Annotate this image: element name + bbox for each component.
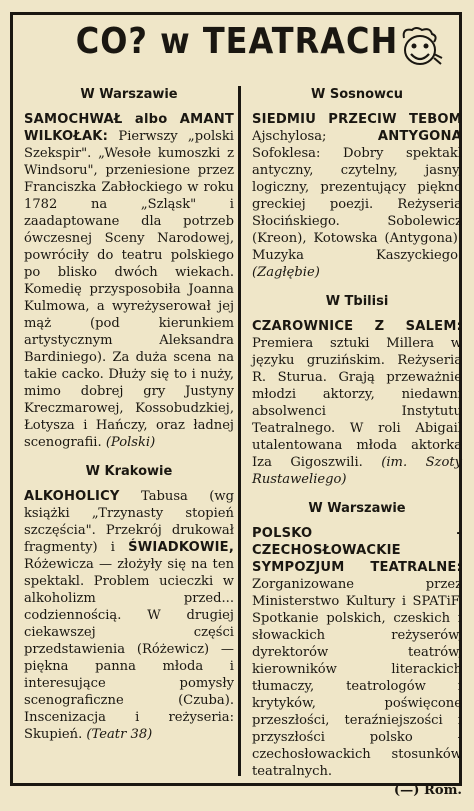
review-text: Różewicza — złożyły się na ten spektakl. Problem ucieczki w alkoholizm przed... codziennością. W drugiej ciekawszej części przedstawienia (Różewicz) — piękna panna młoda i interesujące pomysły scenograficzne (Czuba). Inscenizacja i reżyseria: Skupień. — [24, 557, 234, 742]
theater-name: (Teatr 38) — [86, 727, 153, 742]
section-warszawa-sympozjum — [252, 500, 462, 799]
review-entry — [24, 488, 234, 743]
review-text: Pierwszy „polski Szekspir". „Wesołe kumoszki z Windsoru", przeniesione przez Franciszka Zabłockiego w roku 1782 na „Szląsk" i zaadaptowane dla potrzeb ówczesnej Sceny Narodowej, powróciły do teatru polskiego po blisko dwóch wiekach. Komedię przysposobiła Joanna Kulmowa, a wyreżyserował jej mąż (pod kierunkiem artystycznym Aleksandra Bardiniego). Za duża scena na takie cacko. Dłuży się to i nuży, mimo dobrej gry Justyny Kreczmarowej, Kossobudzkiej, Łotysza i Hańczy, oraz ładnej scenografii. — [24, 129, 234, 450]
city-heading: W Tbilisi — [325, 294, 389, 309]
column-divider — [238, 86, 241, 776]
city-heading: W Krakowie — [85, 464, 173, 479]
city-heading: W Warszawie — [80, 87, 178, 102]
event-title: POLSKO - CZECHOSŁOWACKIE SYMPOZJUM TEATRALNE: — [252, 526, 462, 575]
review-entry — [252, 111, 462, 281]
page-title: CO? w TEATRACH — [75, 20, 399, 62]
section-warszawa — [24, 86, 234, 451]
theater-face-icon — [396, 24, 444, 72]
play-title: CZAROWNICE Z SALEM: — [252, 319, 462, 334]
review-entry — [24, 111, 234, 451]
review-text: Sofoklesa: Dobry spektakl antyczny, czytelny, jasny, logiczny, prezentujący piękno greckiej poezji. Reżyseria Słocińskiego. Sobolewicz (Kreon), Kotowska (Antygona). Muzyka Kaszyckiego. — [252, 146, 462, 263]
city-heading: W Sosnowcu — [310, 87, 404, 102]
review-text: Premiera sztuki Millera w języku gruzińskim. Reżyseria R. Sturua. Grają przeważnie młodzi aktorzy, niedawni absolwenci Instytutu Teatralnego. W roli Abigail utalentowana młoda aktorka Iza Gigoszwili. — [252, 336, 462, 470]
section-krakow — [24, 463, 234, 743]
review-text: Tabusa (wg książki „Trzynasty stopień szczęścia". Przekrój drukował fragmenty) i — [24, 489, 234, 555]
play-title: ANTYGONA — [377, 129, 462, 144]
play-title: ALKOHOLICY — [24, 489, 120, 504]
review-entry — [252, 318, 462, 488]
section-sosnowiec — [252, 86, 462, 281]
review-text: Zorganizowane przez Ministerstwo Kultury i SPATiF. Spotkanie polskich, czeskich i słowackich reżyserów, dyrektorów teatrów, kierowników literackich tłumaczy, teatrologów i krytyków, poświęcone przeszłości, teraźniejszości i przyszłości polsko - czechosłowackich stosunków teatralnych. — [252, 577, 462, 779]
play-title: SAMOCHWAŁ albo AMANT WILKOŁAK: — [24, 112, 234, 144]
theater-name: (Zagłębie) — [252, 265, 320, 280]
play-title: SIEDMIU PRZECIW TEBOM — [252, 112, 462, 127]
play-title: ŚWIADKOWIE, — [128, 540, 234, 555]
theater-name: (Polski) — [105, 435, 156, 450]
theater-name: (im. Szoty Rustaweliego) — [252, 455, 462, 487]
city-heading: W Warszawie — [308, 501, 406, 516]
author-signature: (—) Rom. — [393, 783, 462, 798]
section-tbilisi — [252, 293, 462, 488]
left-column — [24, 82, 234, 755]
review-text: Ajschylosa; — [252, 129, 378, 144]
review-entry — [252, 525, 462, 780]
right-column — [252, 82, 462, 811]
